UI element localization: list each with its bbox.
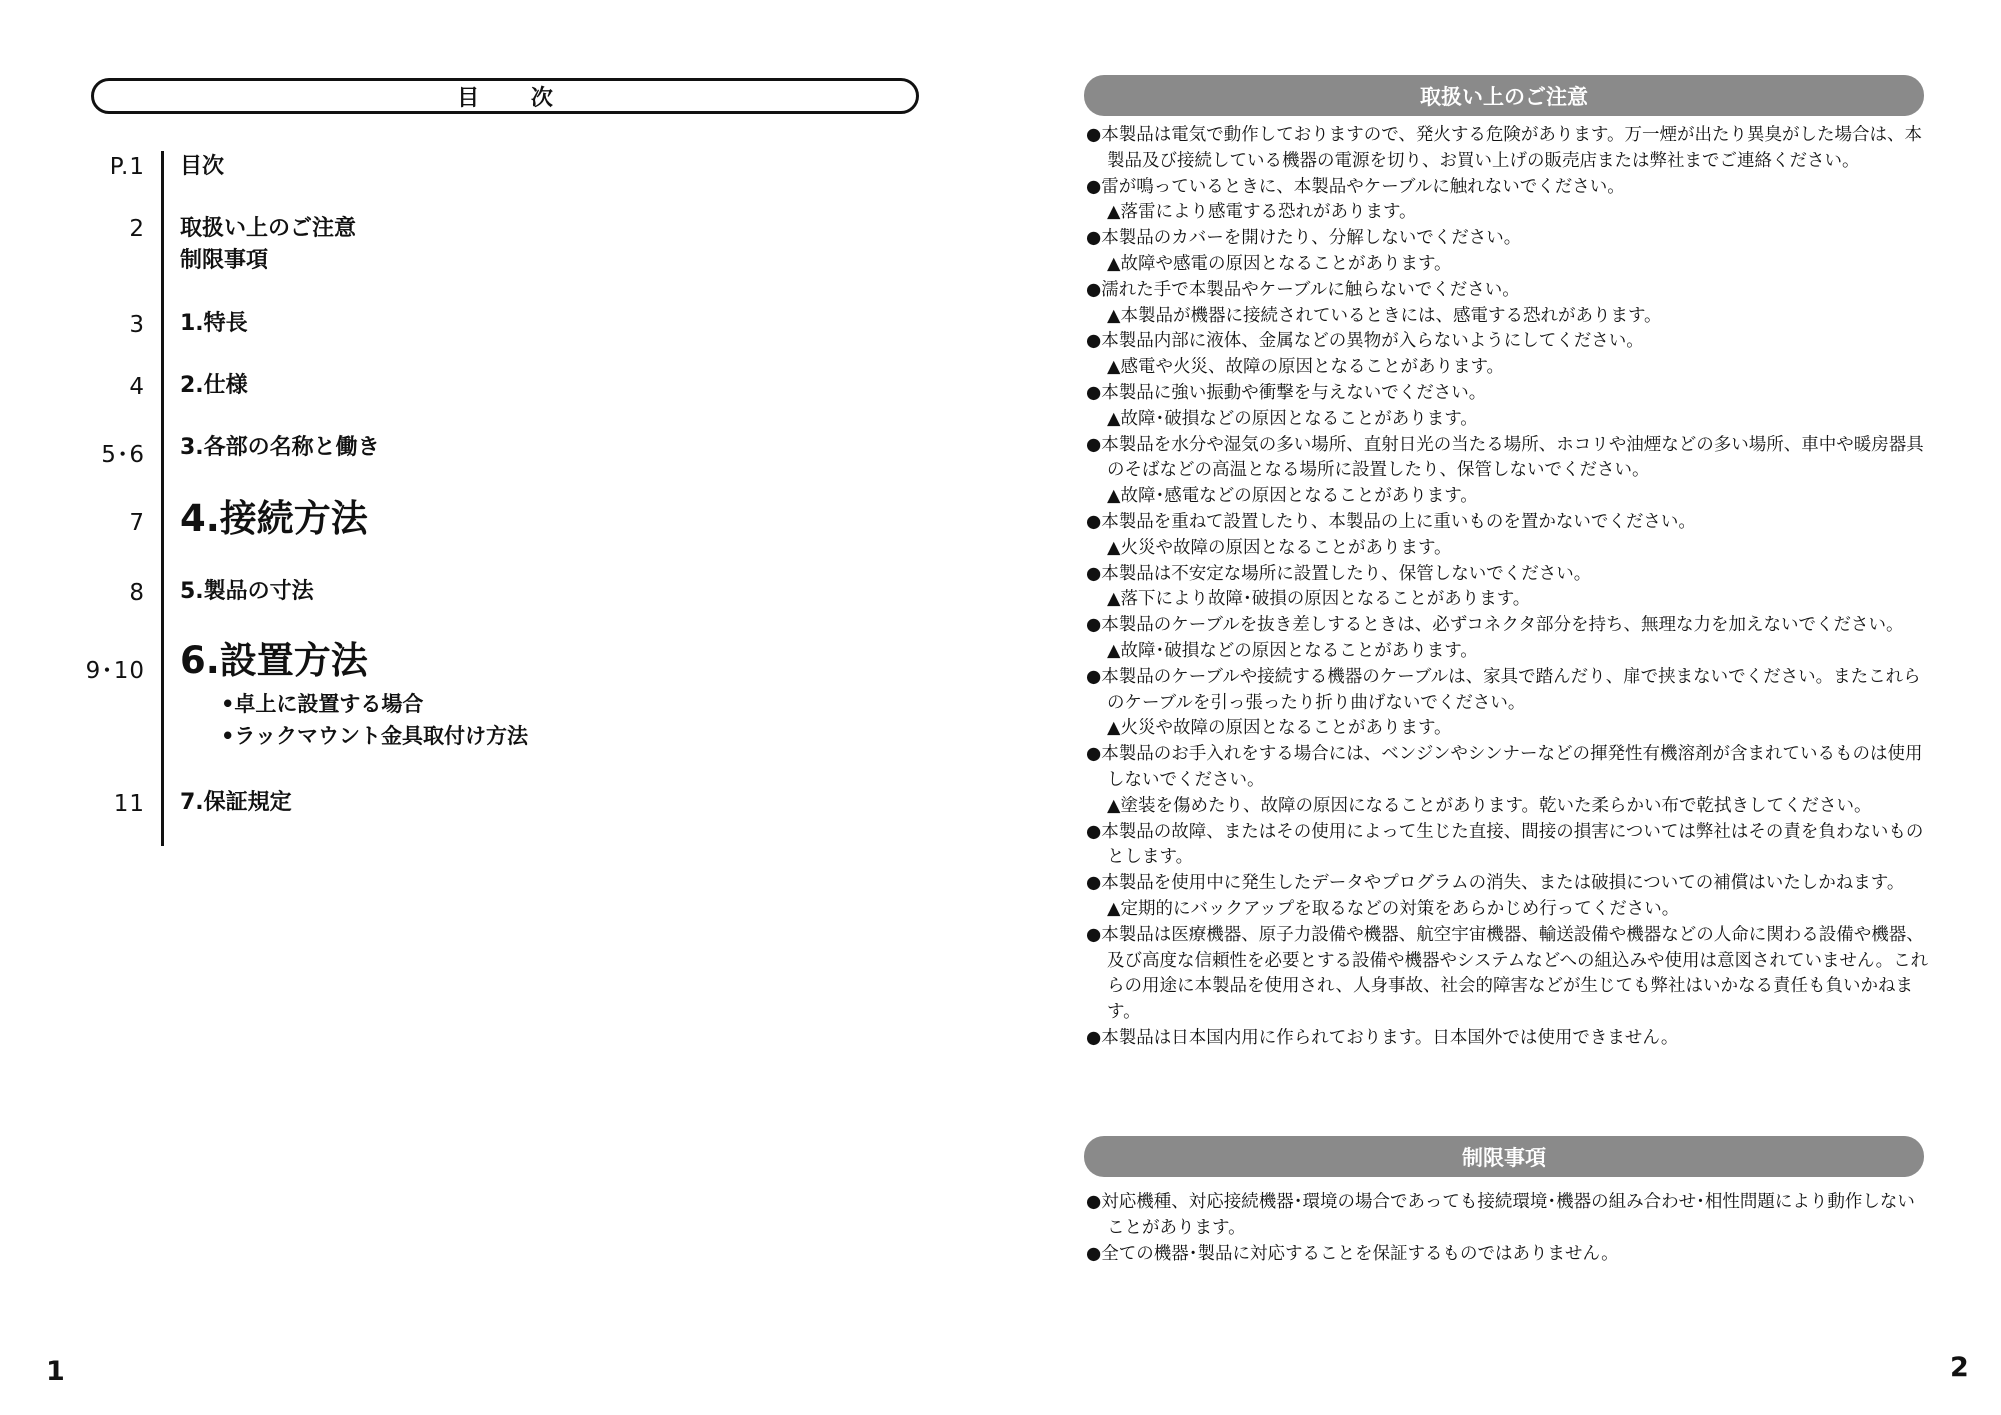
caution-item: ●本製品は不安定な場所に設置したり、保管しないでください。 ▲落下により故障･破損の原因となることがあります。 — [1086, 562, 1931, 614]
toc-page-number: 5･6 — [101, 442, 145, 468]
caution-item: ●本製品のお手入れをする場合には、ベンジンやシンナーなどの揮発性有機溶剤が含まれているものは使用しないでください。 ▲塗装を傷めたり、故障の原因になることがあります。乾いた柔らかい布で乾拭きしてください。 — [1086, 742, 1931, 819]
caution-item: ●本製品を水分や湿気の多い場所、直射日光の当たる場所、ホコリや油煙などの多い場所、車中や暖房器具のそばなどの高温となる場所に設置したり、保管しないでください。 ▲故障･感電などの原因となることがあります。 — [1086, 433, 1931, 510]
toc-header-label: 目 次 — [457, 85, 575, 111]
toc-page-number: 2 — [129, 216, 145, 242]
toc-entry-title: 7.保証規定 — [180, 790, 292, 815]
page-number-right: 2 — [1950, 1352, 1969, 1383]
restrictions-list — [1086, 1190, 1931, 1267]
caution-item: ●本製品内部に液体、金属などの異物が入らないようにしてください。 ▲感電や火災、故障の原因となることがあります。 — [1086, 329, 1931, 381]
toc-entry-title: 3.各部の名称と働き — [180, 435, 380, 460]
toc-entry-title: 2.仕様 — [180, 373, 248, 398]
caution-item: ●本製品は日本国内用に作られております。日本国外では使用できません。 — [1086, 1027, 1679, 1048]
toc-entry-title: 6.設置方法 — [180, 639, 368, 682]
caution-item: ●雷が鳴っているときに、本製品やケーブルに触れないでください。 ▲落雷により感電する恐れがあります。 — [1086, 175, 1931, 227]
toc-entry-title: 目次 — [180, 154, 225, 179]
toc-sub-entry: •ラックマウント金具取付け方法 — [221, 724, 529, 748]
cautions-header — [1084, 75, 1924, 116]
caution-note: ▲本製品が機器に接続されているときには、感電する恐れがあります。 — [1107, 305, 1662, 326]
caution-item: ●濡れた手で本製品やケーブルに触らないでください。 ▲本製品が機器に接続されているときには、感電する恐れがあります。 — [1086, 278, 1931, 330]
toc-page-number: 7 — [129, 510, 145, 536]
caution-item: ●本製品のカバーを開けたり、分解しないでください。 ▲故障や感電の原因となることがあります。 — [1086, 226, 1931, 278]
toc-entry-title: 5.製品の寸法 — [180, 579, 314, 604]
caution-note: ▲塗装を傷めたり、故障の原因になることがあります。乾いた柔らかい布で乾拭きしてください。 — [1107, 795, 1872, 816]
toc-entry-title: 1.特長 — [180, 311, 248, 336]
toc-page-number: 11 — [113, 791, 145, 817]
cautions-list — [1086, 123, 1931, 1052]
toc-header — [91, 78, 919, 114]
restrictions-title: 制限事項 — [1462, 1145, 1546, 1170]
caution-item: ●本製品を使用中に発生したデータやプログラムの消失、または破損についての補償はいたしかねます。 ▲定期的にバックアップを取るなどの対策をあらかじめ行ってください。 — [1086, 871, 1931, 923]
caution-note: ▲火災や故障の原因となることがあります。 — [1107, 537, 1452, 558]
caution-note: ▲故障･破損などの原因となることがあります。 — [1107, 640, 1478, 661]
page-number-left: 1 — [46, 1356, 65, 1387]
toc-page-number: 4 — [129, 374, 145, 400]
toc-entry-title: 制限事項 — [180, 248, 269, 273]
toc-divider-line — [161, 151, 164, 846]
caution-item: ●本製品のケーブルを抜き差しするときは、必ずコネクタ部分を持ち、無理な力を加えないでください。 ▲故障･破損などの原因となることがあります。 — [1086, 613, 1931, 665]
caution-item: ●本製品は電気で動作しておりますので、発火する危険があります。万一煙が出たり異臭がした場合は、本製品及び接続している機器の電源を切り、お買い上げの販売店または弊社までご連絡ください。 — [1086, 125, 1923, 171]
restrictions-header — [1084, 1136, 1924, 1177]
caution-note: ▲故障や感電の原因となることがあります。 — [1107, 253, 1452, 274]
caution-item: ●本製品は医療機器、原子力設備や機器、航空宇宙機器、輸送設備や機器などの人命に関わる設備や機器、及び高度な信頼性を必要とする設備や機器やシステムなどへの組込みや使用は意図されていません。これらの用途に本製品を使用され、人身事故、社会的障害などが生じても弊社はいかなる責任も負いかねます。 — [1086, 924, 1929, 1023]
toc-sub-entry: •卓上に設置する場合 — [221, 692, 424, 716]
cautions-title: 取扱い上のご注意 — [1420, 84, 1588, 109]
caution-note: ▲定期的にバックアップを取るなどの対策をあらかじめ行ってください。 — [1107, 898, 1680, 919]
toc-page-number: 8 — [129, 580, 145, 606]
toc-page-number: 9･10 — [85, 658, 145, 684]
caution-item: ●本製品の故障、またはその使用によって生じた直接、間接の損害については弊社はその責を負わないものとします。 — [1086, 821, 1924, 868]
caution-note: ▲故障･感電などの原因となることがあります。 — [1107, 486, 1478, 507]
toc-entry-title: 4.接続方法 — [180, 497, 368, 540]
caution-note: ▲火災や故障の原因となることがあります。 — [1107, 718, 1452, 739]
caution-item: ●本製品のケーブルや接続する機器のケーブルは、家具で踏んだり、扉で挟まないでください。またこれらのケーブルを引っ張ったり折り曲げないでください。 ▲火災や故障の原因となることがあります。 — [1086, 665, 1931, 742]
toc-entry-title: 取扱い上のご注意 — [180, 216, 357, 241]
caution-note: ▲感電や火災、故障の原因となることがあります。 — [1107, 357, 1505, 378]
caution-note: ▲落下により故障･破損の原因となることがあります。 — [1107, 589, 1531, 610]
caution-note: ▲故障･破損などの原因となることがあります。 — [1107, 408, 1478, 429]
caution-item: ●本製品を重ねて設置したり、本製品の上に重いものを置かないでください。 ▲火災や故障の原因となることがあります。 — [1086, 510, 1931, 562]
toc-page-number: 3 — [129, 312, 145, 338]
restriction-item: ●対応機種、対応接続機器･環境の場合であっても接続環境･機器の組み合わせ･相性問題により動作しないことがあります。 — [1086, 1192, 1915, 1238]
caution-note: ▲落雷により感電する恐れがあります。 — [1107, 202, 1417, 223]
toc-page-number: P.1 — [109, 154, 145, 180]
caution-item: ●本製品に強い振動や衝撃を与えないでください。 ▲故障･破損などの原因となることがあります。 — [1086, 381, 1931, 433]
restriction-item: ●全ての機器･製品に対応することを保証するものではありません。 — [1086, 1243, 1619, 1264]
